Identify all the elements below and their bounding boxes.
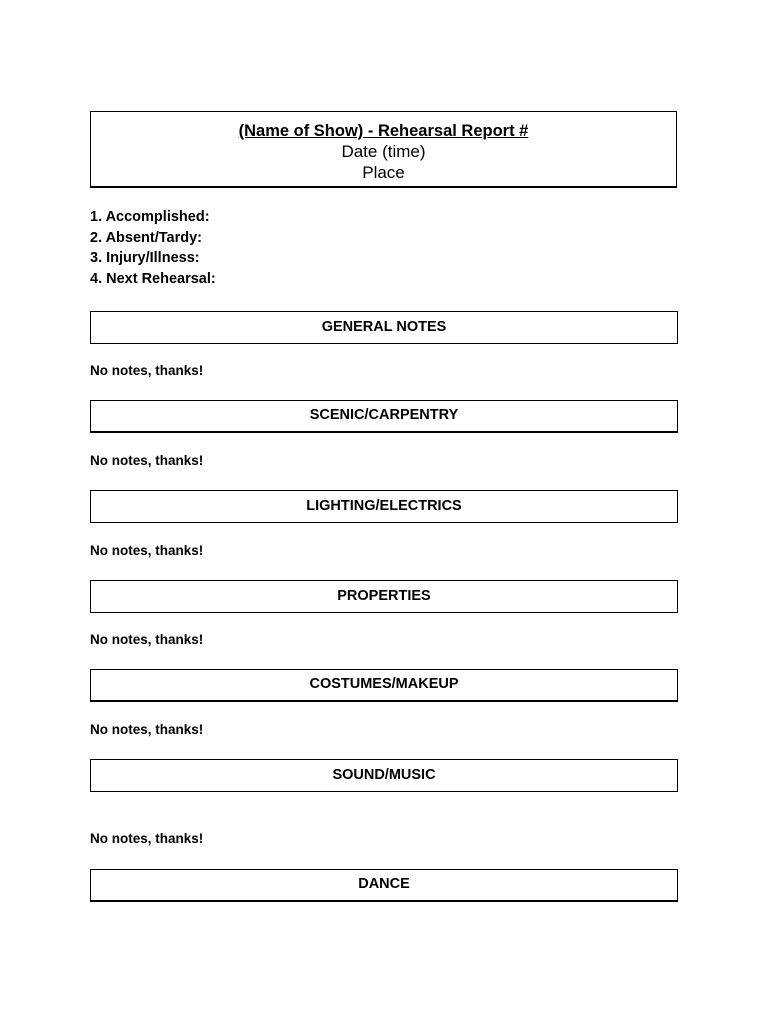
section-note-properties: No notes, thanks! bbox=[90, 632, 204, 647]
section-heading-general-notes: GENERAL NOTES bbox=[90, 311, 678, 344]
summary-list bbox=[90, 207, 216, 289]
report-title: (Name of Show) - Rehearsal Report # bbox=[238, 122, 529, 140]
section-heading-scenic-carpentry: SCENIC/CARPENTRY bbox=[90, 400, 678, 433]
section-heading-sound-music: SOUND/MUSIC bbox=[90, 759, 678, 792]
section-heading-lighting-electrics: LIGHTING/ELECTRICS bbox=[90, 490, 678, 523]
report-place: Place bbox=[362, 163, 405, 182]
report-header-box bbox=[90, 111, 677, 188]
summary-item-injury-illness: 3. Injury/Illness: bbox=[90, 250, 200, 267]
summary-item-accomplished: 1. Accomplished: bbox=[90, 209, 210, 225]
section-note-scenic-carpentry: No notes, thanks! bbox=[90, 453, 204, 468]
report-date: Date (time) bbox=[341, 142, 426, 161]
summary-item-next-rehearsal: 4. Next Rehearsal: bbox=[90, 270, 216, 287]
section-heading-costumes-makeup: COSTUMES/MAKEUP bbox=[90, 669, 678, 702]
section-note-sound-music: No notes, thanks! bbox=[90, 831, 204, 846]
section-note-lighting-electrics: No notes, thanks! bbox=[90, 543, 204, 558]
section-note-costumes-makeup: No notes, thanks! bbox=[90, 722, 204, 737]
section-heading-dance: DANCE bbox=[90, 869, 678, 902]
section-heading-properties: PROPERTIES bbox=[90, 580, 678, 613]
section-note-general-notes: No notes, thanks! bbox=[90, 363, 204, 378]
summary-item-absent-tardy: 2. Absent/Tardy: bbox=[90, 229, 202, 246]
